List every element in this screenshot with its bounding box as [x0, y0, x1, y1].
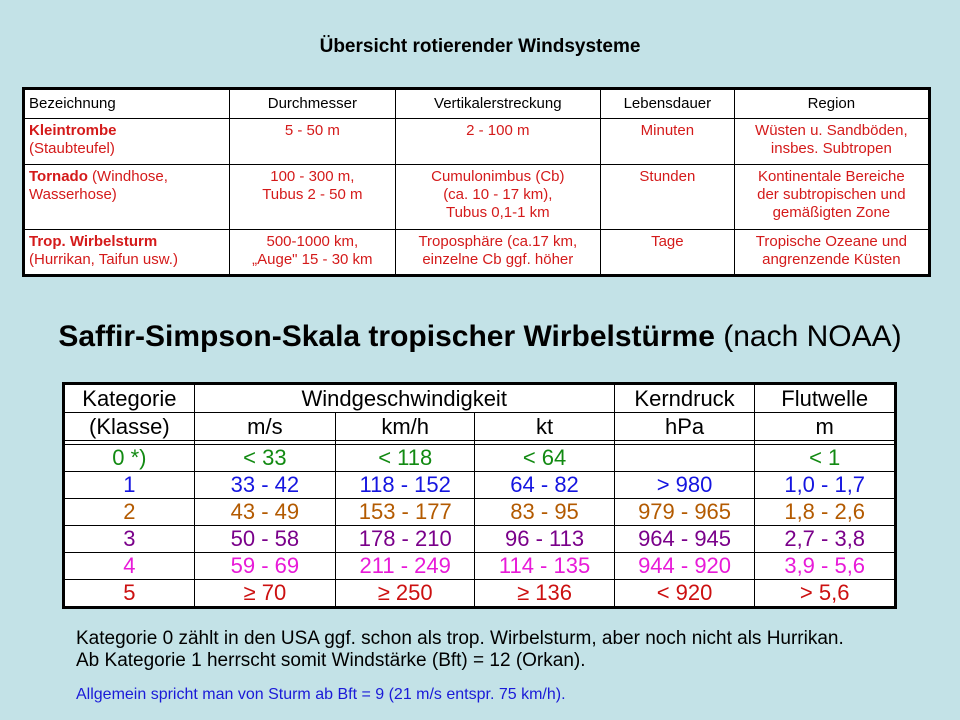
table-header-row	[24, 89, 930, 119]
wind-systems-table	[22, 87, 931, 277]
category-cell: 178 - 210	[336, 526, 475, 553]
vertical-cell: 2 - 100 m	[395, 119, 600, 165]
category-cell: 64 - 82	[475, 472, 614, 499]
category-cell: 964 - 945	[614, 526, 755, 553]
category-cell	[614, 445, 755, 472]
category-cell: 0 *)	[64, 445, 195, 472]
note-line: Ab Kategorie 1 herrscht somit Windstärke (Bft) = 12 (Orkan).	[76, 650, 586, 671]
category-cell: 5	[64, 580, 195, 608]
table-row	[24, 165, 930, 230]
category-cell: > 980	[614, 472, 755, 499]
region-cell: Kontinentale Bereiche der subtropischen und gemäßigten Zone	[734, 165, 929, 230]
table-header-row	[64, 384, 896, 413]
diameter-cell: 5 - 50 m	[230, 119, 395, 165]
category-cell: < 118	[336, 445, 475, 472]
category-cell: 2,7 - 3,8	[755, 526, 896, 553]
region-cell: Tropische Ozeane und angrenzende Küsten	[734, 230, 929, 276]
saffir-simpson-table	[62, 382, 897, 609]
category-cell: 1	[64, 472, 195, 499]
category-cell: 4	[64, 553, 195, 580]
category-cell: < 1	[755, 445, 896, 472]
category-rows	[64, 445, 896, 608]
category-note	[76, 628, 844, 672]
category-cell: ≥ 250	[336, 580, 475, 608]
category-cell: 50 - 58	[194, 526, 335, 553]
wind-systems-title: Übersicht rotierender Windsysteme	[319, 36, 641, 57]
category-cell: 33 - 42	[194, 472, 335, 499]
category-cell: 96 - 113	[475, 526, 614, 553]
header-cell: Windgeschwindigkeit	[194, 384, 614, 413]
table-subheader-row	[64, 413, 896, 441]
header-cell: hPa	[614, 413, 755, 441]
diameter-cell: 100 - 300 m, Tubus 2 - 50 m	[230, 165, 395, 230]
table-row	[64, 526, 896, 553]
table-row	[64, 553, 896, 580]
region-cell: Wüsten u. Sandböden, insbes. Subtropen	[734, 119, 929, 165]
header-cell: Lebensdauer	[601, 89, 735, 119]
category-cell: 979 - 965	[614, 499, 755, 526]
name-cell: Trop. Wirbelsturm (Hurrikan, Taifun usw.)	[24, 230, 230, 276]
duration-cell: Tage	[601, 230, 735, 276]
category-cell: 114 - 135	[475, 553, 614, 580]
category-cell: 59 - 69	[194, 553, 335, 580]
duration-cell: Minuten	[601, 119, 735, 165]
category-cell: 83 - 95	[475, 499, 614, 526]
category-cell: > 5,6	[755, 580, 896, 608]
header-cell: km/h	[336, 413, 475, 441]
header-cell: kt	[475, 413, 614, 441]
category-cell: 3	[64, 526, 195, 553]
category-cell: 211 - 249	[336, 553, 475, 580]
category-cell: 2	[64, 499, 195, 526]
header-cell: Vertikalerstreckung	[395, 89, 600, 119]
header-cell: Bezeichnung	[24, 89, 230, 119]
header-cell: Kategorie	[64, 384, 195, 413]
header-cell: Region	[734, 89, 929, 119]
category-cell: 153 - 177	[336, 499, 475, 526]
vertical-cell: Cumulonimbus (Cb) (ca. 10 - 17 km), Tubus 0,1-1 km	[395, 165, 600, 230]
category-cell: 1,0 - 1,7	[755, 472, 896, 499]
category-cell: ≥ 70	[194, 580, 335, 608]
name-cell: Kleintrombe (Staubteufel)	[24, 119, 230, 165]
table-row	[24, 230, 930, 276]
header-cell: Durchmesser	[230, 89, 395, 119]
storm-note: Allgemein spricht man von Sturm ab Bft = 9 (21 m/s entspr. 75 km/h).	[76, 686, 566, 703]
category-cell: ≥ 136	[475, 580, 614, 608]
table-row	[24, 119, 930, 165]
table-row	[64, 445, 896, 472]
header-cell: m/s	[194, 413, 335, 441]
diameter-cell: 500-1000 km, „Auge" 15 - 30 km	[230, 230, 395, 276]
category-cell: 43 - 49	[194, 499, 335, 526]
table-row	[64, 472, 896, 499]
category-cell: 3,9 - 5,6	[755, 553, 896, 580]
table-row	[64, 580, 896, 608]
header-cell: (Klasse)	[64, 413, 195, 441]
header-cell: m	[755, 413, 896, 441]
category-cell: < 920	[614, 580, 755, 608]
header-cell: Flutwelle	[755, 384, 896, 413]
category-cell: 944 - 920	[614, 553, 755, 580]
saffir-simpson-title: Saffir-Simpson-Skala tropischer Wirbelstürme (nach NOAA)	[58, 320, 902, 353]
category-cell: < 64	[475, 445, 614, 472]
note-line: Kategorie 0 zählt in den USA ggf. schon als trop. Wirbelsturm, aber noch nicht als Hurrikan.	[76, 628, 844, 649]
vertical-cell: Troposphäre (ca.17 km, einzelne Cb ggf. höher	[395, 230, 600, 276]
duration-cell: Stunden	[601, 165, 735, 230]
table-row	[64, 499, 896, 526]
category-cell: 1,8 - 2,6	[755, 499, 896, 526]
header-cell: Kerndruck	[614, 384, 755, 413]
category-cell: 118 - 152	[336, 472, 475, 499]
name-cell: Tornado (Windhose, Wasserhose)	[24, 165, 230, 230]
category-cell: < 33	[194, 445, 335, 472]
